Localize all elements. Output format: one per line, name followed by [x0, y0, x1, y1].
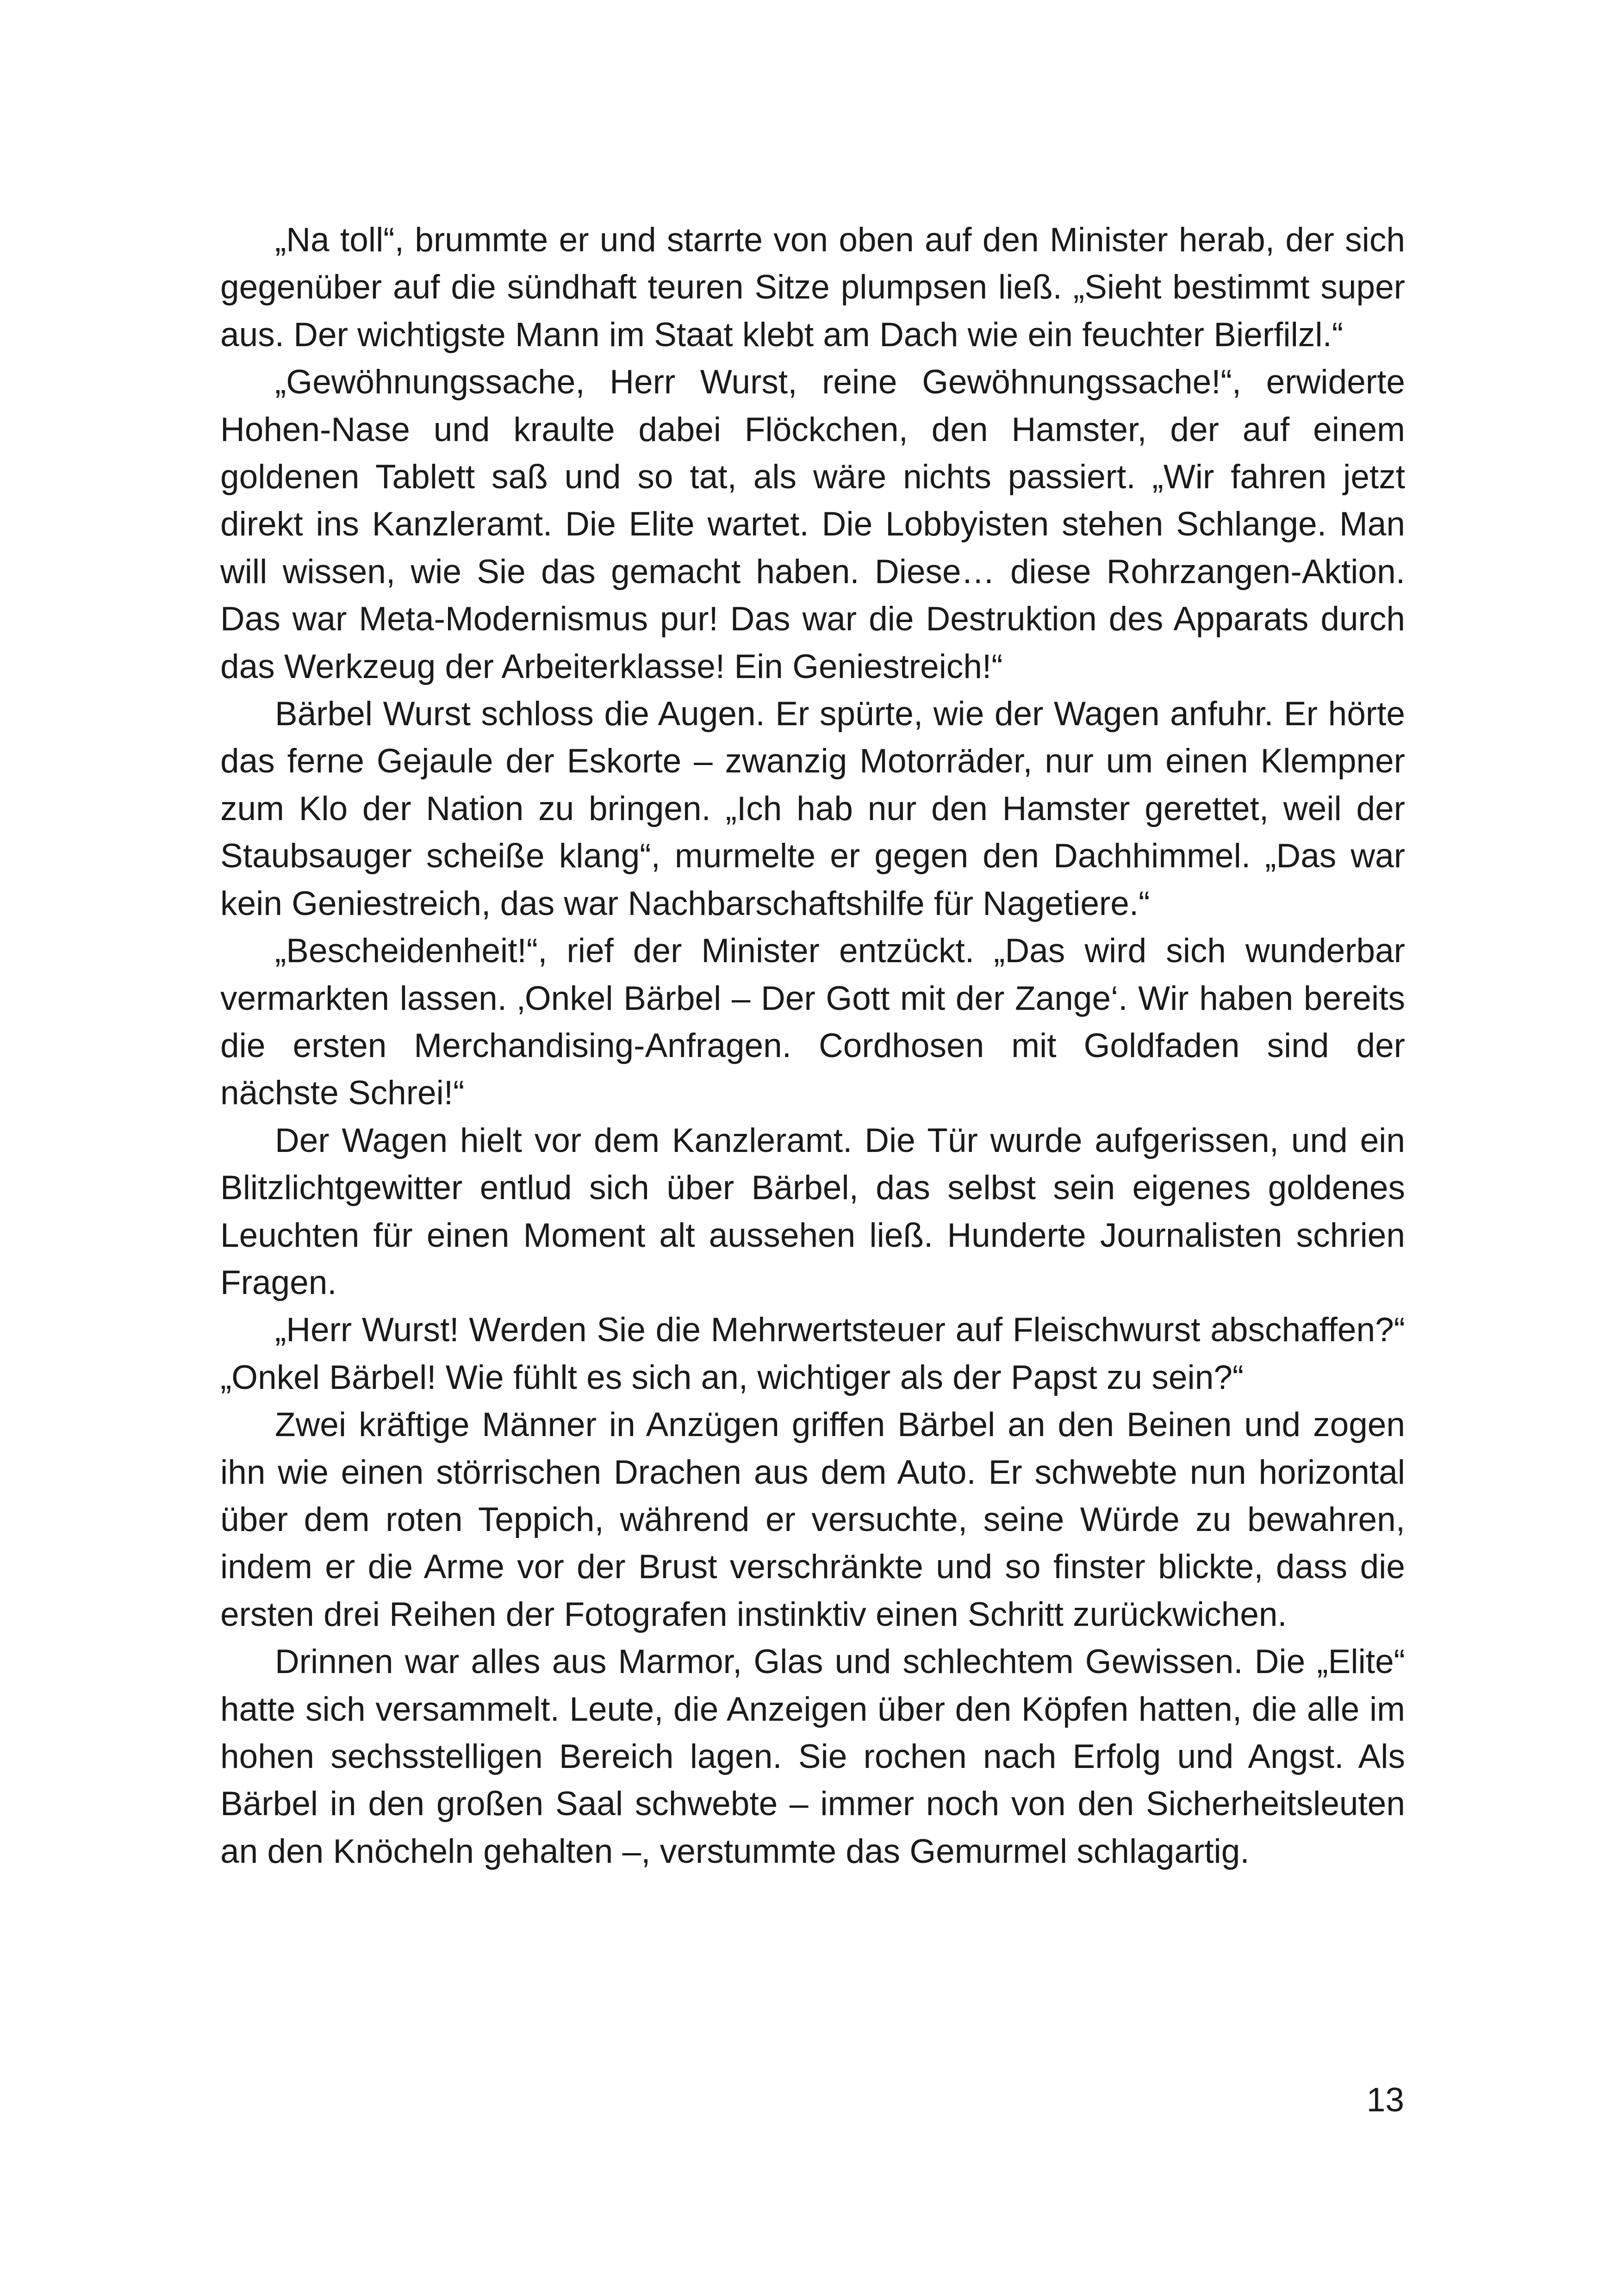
paragraph: „Bescheidenheit!“, rief der Minister entzückt. „Das wird sich wunderbar vermarkten lassen. ‚Onkel Bärbel – Der Gott mit der Zange‘. Wir haben bereits die ersten Merchandising-Anfragen. Cordhosen mit Goldfaden sind der nächste Schrei!“: [220, 932, 1405, 1112]
paragraph: „Herr Wurst! Werden Sie die Mehrwertsteuer auf Fleischwurst abschaffen?“ „Onkel Bärbel! Wie fühlt es sich an, wichtiger als der Papst zu sein?“: [220, 1311, 1405, 1396]
paragraph: Der Wagen hielt vor dem Kanzleramt. Die Tür wurde aufgerissen, und ein Blitzlichtgewitter entlud sich über Bärbel, das selbst sein eigenes goldenes Leuchten für einen Moment alt aussehen ließ. Hunderte Journalisten schrien Fragen.: [220, 1121, 1405, 1301]
body-text: [220, 217, 1405, 1875]
paragraph: „Gewöhnungssache, Herr Wurst, reine Gewöhnungssache!“, erwiderte Hohen-Nase und kraulte dabei Flöckchen, den Hamster, der auf einem goldenen Tablett saß und so tat, als wäre nichts passiert. „Wir fahren jetzt direkt ins Kanzleramt. Die Elite wartet. Die Lobbyisten stehen Schlange. Man will wissen, wie Sie das gemacht haben. Diese… diese Rohrzangen-Aktion. Das war Meta-Modernismus pur! Das war die Destruktion des Apparats durch das Werkzeug der Arbeiterklasse! Ein Geniestreich!“: [220, 363, 1405, 685]
paragraph: „Na toll“, brummte er und starrte von oben auf den Minister herab, der sich gegenüber auf die sündhaft teuren Sitze plumpsen ließ. „Sieht bestimmt super aus. Der wichtigste Mann im Staat klebt am Dach wie ein feuchter Bierfilzl.“: [220, 221, 1405, 354]
page-number: 13: [1366, 2081, 1404, 2119]
paragraph: Bärbel Wurst schloss die Augen. Er spürte, wie der Wagen anfuhr. Er hörte das ferne Gejaule der Eskorte – zwanzig Motorräder, nur um einen Klempner zum Klo der Nation zu bringen. „Ich hab nur den Hamster gerettet, weil der Staubsauger scheiße klang“, murmelte er gegen den Dachhimmel. „Das war kein Geniestreich, das war Nachbarschaftshilfe für Nagetiere.“: [220, 695, 1405, 922]
paragraph: Drinnen war alles aus Marmor, Glas und schlechtem Gewissen. Die „Elite“ hatte sich versammelt. Leute, die Anzeigen über den Köpfen hatten, die alle im hohen sechsstelligen Bereich lagen. Sie rochen nach Erfolg und Angst. Als Bärbel in den großen Saal schwebte – immer noch von den Sicherheitsleuten an den Knöcheln gehalten –, verstummte das Gemurmel schlagartig.: [220, 1643, 1405, 1870]
paragraph: Zwei kräftige Männer in Anzügen griffen Bärbel an den Beinen und zogen ihn wie einen störrischen Drachen aus dem Auto. Er schwebte nun horizontal über dem roten Teppich, während er versuchte, seine Würde zu bewahren, indem er die Arme vor der Brust verschränkte und so finster blickte, dass die ersten drei Reihen der Fotografen instinktiv einen Schritt zurückwichen.: [220, 1406, 1405, 1633]
